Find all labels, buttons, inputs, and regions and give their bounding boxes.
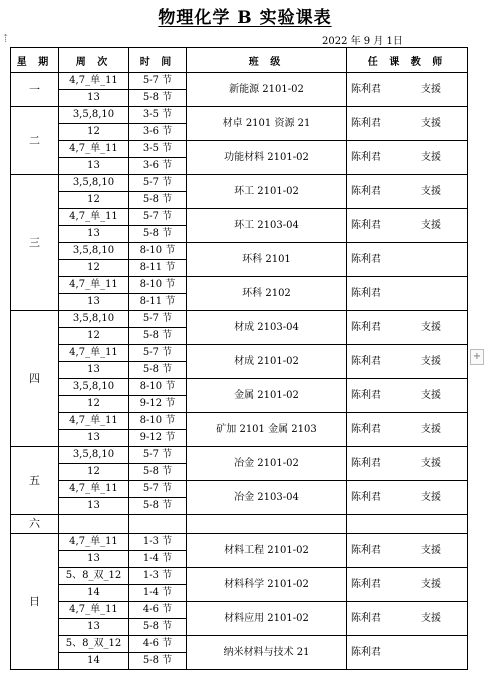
teacher-role: 支援 <box>421 355 441 367</box>
teacher-name: 陈利君 <box>351 185 381 197</box>
class-cell: 环工 2101-02 <box>187 175 347 209</box>
teacher-name: 陈利君 <box>351 151 381 163</box>
day-cell: 五 <box>11 447 59 515</box>
day-cell: 三 <box>11 175 59 311</box>
table-row <box>11 447 468 464</box>
table-row <box>11 345 468 362</box>
week-cell: 13 <box>59 90 129 107</box>
empty-cell <box>187 515 347 534</box>
empty-cell <box>347 515 468 534</box>
header-class: 班 级 <box>187 48 347 73</box>
time-cell: 9-12 节 <box>129 430 187 447</box>
empty-cell <box>59 515 129 534</box>
time-cell: 5-7 节 <box>129 447 187 464</box>
week-cell: 12 <box>59 464 129 481</box>
teacher-name: 陈利君 <box>351 253 381 265</box>
teacher-name: 陈利君 <box>351 117 381 129</box>
teacher-name: 陈利君 <box>351 355 381 367</box>
document-title <box>0 3 490 28</box>
teacher-role: 支援 <box>421 457 441 469</box>
teacher-cell <box>347 243 468 277</box>
teacher-role: 支援 <box>421 491 441 503</box>
time-cell: 3-5 节 <box>129 107 187 124</box>
week-cell: 4,7_单_11 <box>59 141 129 158</box>
teacher-name: 陈利君 <box>351 219 381 231</box>
teacher-cell <box>347 345 468 379</box>
day-cell: 日 <box>11 534 59 670</box>
teacher-role: 支援 <box>421 612 441 624</box>
week-cell: 5、8_双_12 <box>59 568 129 585</box>
move-handle-icon[interactable]: ⇡ <box>1 32 11 45</box>
day-cell: 六 <box>11 515 59 534</box>
teacher-cell <box>347 209 468 243</box>
week-cell: 12 <box>59 396 129 413</box>
teacher-name: 陈利君 <box>351 321 381 333</box>
table-row <box>11 534 468 551</box>
table-row <box>11 311 468 328</box>
time-cell: 5-8 节 <box>129 226 187 243</box>
week-cell: 3,5,8,10 <box>59 447 129 464</box>
title-text: 物理化学 B 实验课表 <box>158 8 332 28</box>
week-cell: 4,7_单_11 <box>59 209 129 226</box>
header-time: 时 间 <box>129 48 187 73</box>
table-row <box>11 379 468 396</box>
week-cell: 5、8_双_12 <box>59 636 129 653</box>
teacher-cell <box>347 413 468 447</box>
teacher-cell <box>347 73 468 107</box>
time-cell: 5-7 节 <box>129 345 187 362</box>
time-cell: 3-6 节 <box>129 158 187 175</box>
teacher-cell <box>347 534 468 568</box>
time-cell: 5-8 节 <box>129 653 187 670</box>
time-cell: 8-11 节 <box>129 294 187 311</box>
teacher-role: 支援 <box>421 117 441 129</box>
table-row <box>11 73 468 90</box>
class-cell: 新能源 2101-02 <box>187 73 347 107</box>
teacher-cell <box>347 568 468 602</box>
teacher-name: 陈利君 <box>351 578 381 590</box>
time-cell: 3-5 节 <box>129 141 187 158</box>
add-row-handle-icon[interactable]: + <box>470 349 484 365</box>
week-cell: 4,7_单_11 <box>59 534 129 551</box>
week-cell: 4,7_单_11 <box>59 277 129 294</box>
class-cell: 材成 2101-02 <box>187 345 347 379</box>
header-teacher: 任 课 教 师 <box>347 48 468 73</box>
teacher-cell <box>347 277 468 311</box>
time-cell: 1-4 节 <box>129 585 187 602</box>
class-cell: 金属 2101-02 <box>187 379 347 413</box>
teacher-role: 支援 <box>421 219 441 231</box>
week-cell: 12 <box>59 124 129 141</box>
teacher-role: 支援 <box>421 578 441 590</box>
week-cell: 14 <box>59 653 129 670</box>
week-cell: 13 <box>59 362 129 379</box>
week-cell: 13 <box>59 226 129 243</box>
week-cell: 3,5,8,10 <box>59 243 129 260</box>
week-cell: 13 <box>59 158 129 175</box>
table-row <box>11 107 468 124</box>
teacher-name: 陈利君 <box>351 544 381 556</box>
document-date: 2022 年 9 月 1日 <box>322 36 403 47</box>
teacher-name: 陈利君 <box>351 491 381 503</box>
table-row <box>11 515 468 534</box>
week-cell: 4,7_单_11 <box>59 481 129 498</box>
week-cell: 12 <box>59 260 129 277</box>
teacher-role: 支援 <box>421 83 441 95</box>
time-cell: 8-10 节 <box>129 277 187 294</box>
class-cell: 材料工程 2101-02 <box>187 534 347 568</box>
time-cell: 8-10 节 <box>129 379 187 396</box>
day-cell: 四 <box>11 311 59 447</box>
teacher-cell <box>347 636 468 670</box>
day-cell: 二 <box>11 107 59 175</box>
class-cell: 材料科学 2101-02 <box>187 568 347 602</box>
class-cell: 材料应用 2101-02 <box>187 602 347 636</box>
time-cell: 5-8 节 <box>129 90 187 107</box>
class-cell: 冶金 2101-02 <box>187 447 347 481</box>
empty-cell <box>129 515 187 534</box>
table-row <box>11 481 468 498</box>
time-cell: 5-8 节 <box>129 464 187 481</box>
class-cell: 环工 2103-04 <box>187 209 347 243</box>
time-cell: 1-3 节 <box>129 534 187 551</box>
teacher-cell <box>347 107 468 141</box>
week-cell: 13 <box>59 619 129 636</box>
time-cell: 5-8 节 <box>129 498 187 515</box>
class-cell: 环科 2101 <box>187 243 347 277</box>
teacher-name: 陈利君 <box>351 457 381 469</box>
table-row <box>11 243 468 260</box>
week-cell: 12 <box>59 192 129 209</box>
class-cell: 环科 2102 <box>187 277 347 311</box>
header-week: 周 次 <box>59 48 129 73</box>
table-row <box>11 141 468 158</box>
teacher-name: 陈利君 <box>351 83 381 95</box>
class-cell: 冶金 2103-04 <box>187 481 347 515</box>
day-cell: 一 <box>11 73 59 107</box>
time-cell: 5-7 节 <box>129 73 187 90</box>
time-cell: 8-10 节 <box>129 413 187 430</box>
teacher-role: 支援 <box>421 151 441 163</box>
week-cell: 3,5,8,10 <box>59 379 129 396</box>
table-row <box>11 209 468 226</box>
week-cell: 3,5,8,10 <box>59 175 129 192</box>
teacher-name: 陈利君 <box>351 389 381 401</box>
teacher-cell <box>347 602 468 636</box>
week-cell: 4,7_单_11 <box>59 413 129 430</box>
table-row <box>11 636 468 653</box>
teacher-role: 支援 <box>421 423 441 435</box>
week-cell: 13 <box>59 294 129 311</box>
teacher-role: 支援 <box>421 321 441 333</box>
week-cell: 4,7_单_11 <box>59 602 129 619</box>
week-cell: 13 <box>59 430 129 447</box>
week-cell: 13 <box>59 551 129 568</box>
teacher-name: 陈利君 <box>351 287 381 299</box>
teacher-cell <box>347 311 468 345</box>
week-cell: 3,5,8,10 <box>59 107 129 124</box>
header-day: 星 期 <box>11 48 59 73</box>
time-cell: 8-10 节 <box>129 243 187 260</box>
teacher-role: 支援 <box>421 389 441 401</box>
week-cell: 4,7_单_11 <box>59 73 129 90</box>
table-row <box>11 277 468 294</box>
time-cell: 5-7 节 <box>129 311 187 328</box>
table-row <box>11 568 468 585</box>
week-cell: 3,5,8,10 <box>59 311 129 328</box>
table-row <box>11 175 468 192</box>
schedule-body <box>11 73 468 670</box>
class-cell: 矿加 2101 金属 2103 <box>187 413 347 447</box>
teacher-cell <box>347 379 468 413</box>
week-cell: 12 <box>59 328 129 345</box>
teacher-role: 支援 <box>421 544 441 556</box>
class-cell: 功能材料 2101-02 <box>187 141 347 175</box>
teacher-cell <box>347 481 468 515</box>
teacher-cell <box>347 175 468 209</box>
time-cell: 9-12 节 <box>129 396 187 413</box>
week-cell: 4,7_单_11 <box>59 345 129 362</box>
teacher-name: 陈利君 <box>351 646 381 658</box>
time-cell: 5-8 节 <box>129 192 187 209</box>
teacher-cell <box>347 447 468 481</box>
week-cell: 13 <box>59 498 129 515</box>
teacher-cell <box>347 141 468 175</box>
teacher-name: 陈利君 <box>351 423 381 435</box>
time-cell: 5-7 节 <box>129 209 187 226</box>
time-cell: 1-3 节 <box>129 568 187 585</box>
table-row <box>11 413 468 430</box>
time-cell: 8-11 节 <box>129 260 187 277</box>
class-cell: 纳米材料与技术 21 <box>187 636 347 670</box>
time-cell: 5-7 节 <box>129 481 187 498</box>
time-cell: 5-8 节 <box>129 362 187 379</box>
time-cell: 4-6 节 <box>129 602 187 619</box>
time-cell: 5-7 节 <box>129 175 187 192</box>
time-cell: 1-4 节 <box>129 551 187 568</box>
time-cell: 4-6 节 <box>129 636 187 653</box>
time-cell: 5-8 节 <box>129 328 187 345</box>
time-cell: 3-6 节 <box>129 124 187 141</box>
header-row <box>11 48 468 73</box>
class-cell: 材成 2103-04 <box>187 311 347 345</box>
time-cell: 5-8 节 <box>129 619 187 636</box>
week-cell: 14 <box>59 585 129 602</box>
schedule-table <box>10 47 468 670</box>
teacher-role: 支援 <box>421 185 441 197</box>
teacher-name: 陈利君 <box>351 612 381 624</box>
table-row <box>11 602 468 619</box>
class-cell: 材卓 2101 资源 21 <box>187 107 347 141</box>
